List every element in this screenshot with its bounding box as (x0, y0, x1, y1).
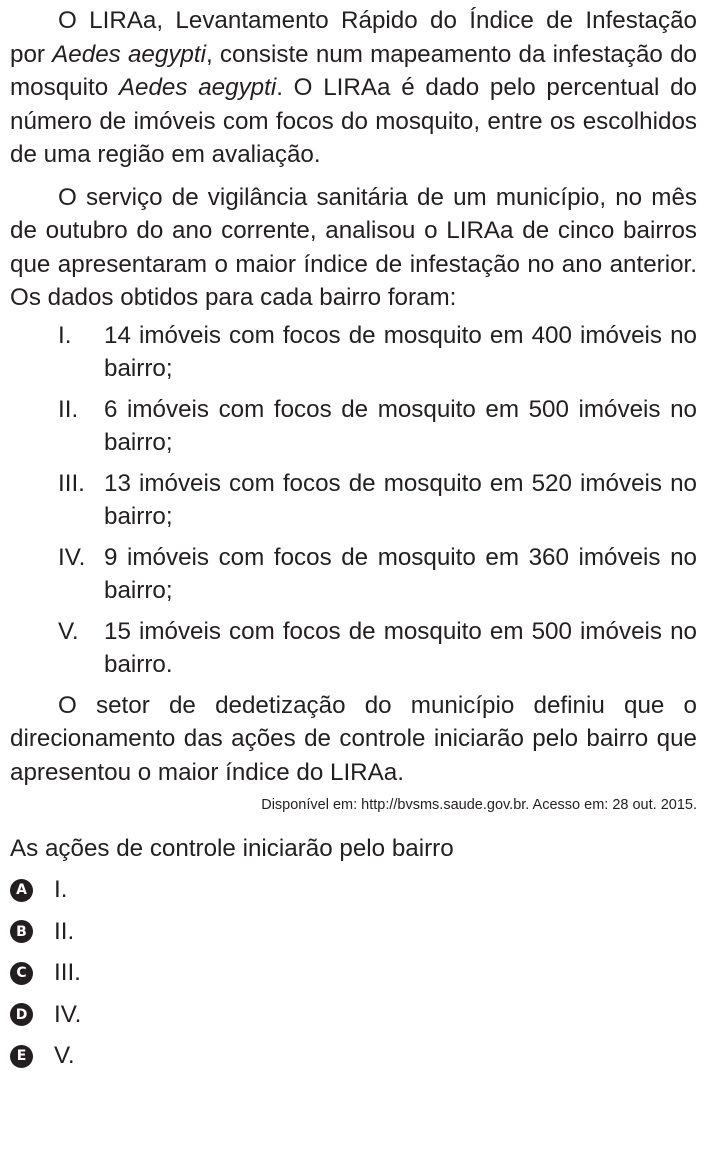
option-letter-badge: B (10, 920, 33, 943)
option-e[interactable] (10, 1036, 697, 1078)
option-text: V. (54, 1042, 75, 1070)
option-letter-badge: A (10, 879, 33, 902)
list-item-text: 15 imóveis com focos de mosquito em 500 imóveis no bairro. (104, 617, 697, 678)
species-name: Aedes aegypti (118, 74, 277, 101)
option-c[interactable] (10, 953, 697, 995)
answer-options (10, 870, 697, 1078)
context-paragraph: O serviço de vigilância sanitária de um município, no mês de outubro do ano corrente, analisou o LIRAa de cinco bairros que apresentaram o maior índice de infestação no ano anterior. Os dados obtidos para cada bairro foram: (10, 183, 697, 311)
list-numeral: IV. (58, 543, 86, 571)
list-item-text: 9 imóveis com focos de mosquito em 360 imóveis no bairro; (104, 543, 697, 604)
option-b[interactable] (10, 911, 697, 953)
option-text: III. (54, 959, 81, 987)
list-item-text: 14 imóveis com focos de mosquito em 400 imóveis no bairro; (104, 321, 697, 382)
conclusion-paragraph: O setor de dedetização do município definiu que o direcionamento das ações de controle iniciarão pelo bairro que apresentou o maior índice do LIRAa. (10, 691, 697, 786)
intro-text-end: . O LIRAa é dado pelo percentual do número de imóveis com focos do mosquito, entre os escolhidos de uma região em avaliação. (10, 74, 697, 168)
option-text: II. (54, 917, 75, 945)
question-page (10, 4, 697, 1077)
list-item (10, 615, 697, 682)
list-numeral: III. (58, 469, 85, 497)
list-numeral: V. (58, 617, 79, 645)
neighborhood-data-list (10, 319, 697, 682)
list-item (10, 467, 697, 534)
list-item-text: 13 imóveis com focos de mosquito em 520 imóveis no bairro; (104, 469, 697, 530)
intro-paragraph (10, 4, 697, 172)
option-letter-badge: D (10, 1003, 33, 1026)
source-citation: Disponível em: http://bvsms.saude.gov.br. Acesso em: 28 out. 2015. (261, 797, 697, 813)
option-letter-badge: E (10, 1045, 33, 1068)
option-letter-badge: C (10, 962, 33, 985)
list-numeral: II. (58, 395, 79, 423)
intro-text-middle: , consiste num mapeamento da infestação do mosquito (10, 40, 697, 101)
list-item-text: 6 imóveis com focos de mosquito em 500 imóveis no bairro; (104, 395, 697, 456)
intro-text-start: O LIRAa, Levantamento Rápido do Índice de Infestação por (10, 7, 697, 68)
list-item (10, 393, 697, 460)
option-d[interactable] (10, 994, 697, 1036)
option-text: I. (54, 876, 68, 904)
option-a[interactable] (10, 870, 697, 912)
list-item (10, 541, 697, 608)
species-name: Aedes aegypti (52, 40, 206, 68)
list-numeral: I. (58, 321, 72, 349)
option-text: IV. (54, 1000, 82, 1028)
list-item (10, 319, 697, 386)
question-stem: As ações de controle iniciarão pelo bairro (10, 835, 454, 862)
